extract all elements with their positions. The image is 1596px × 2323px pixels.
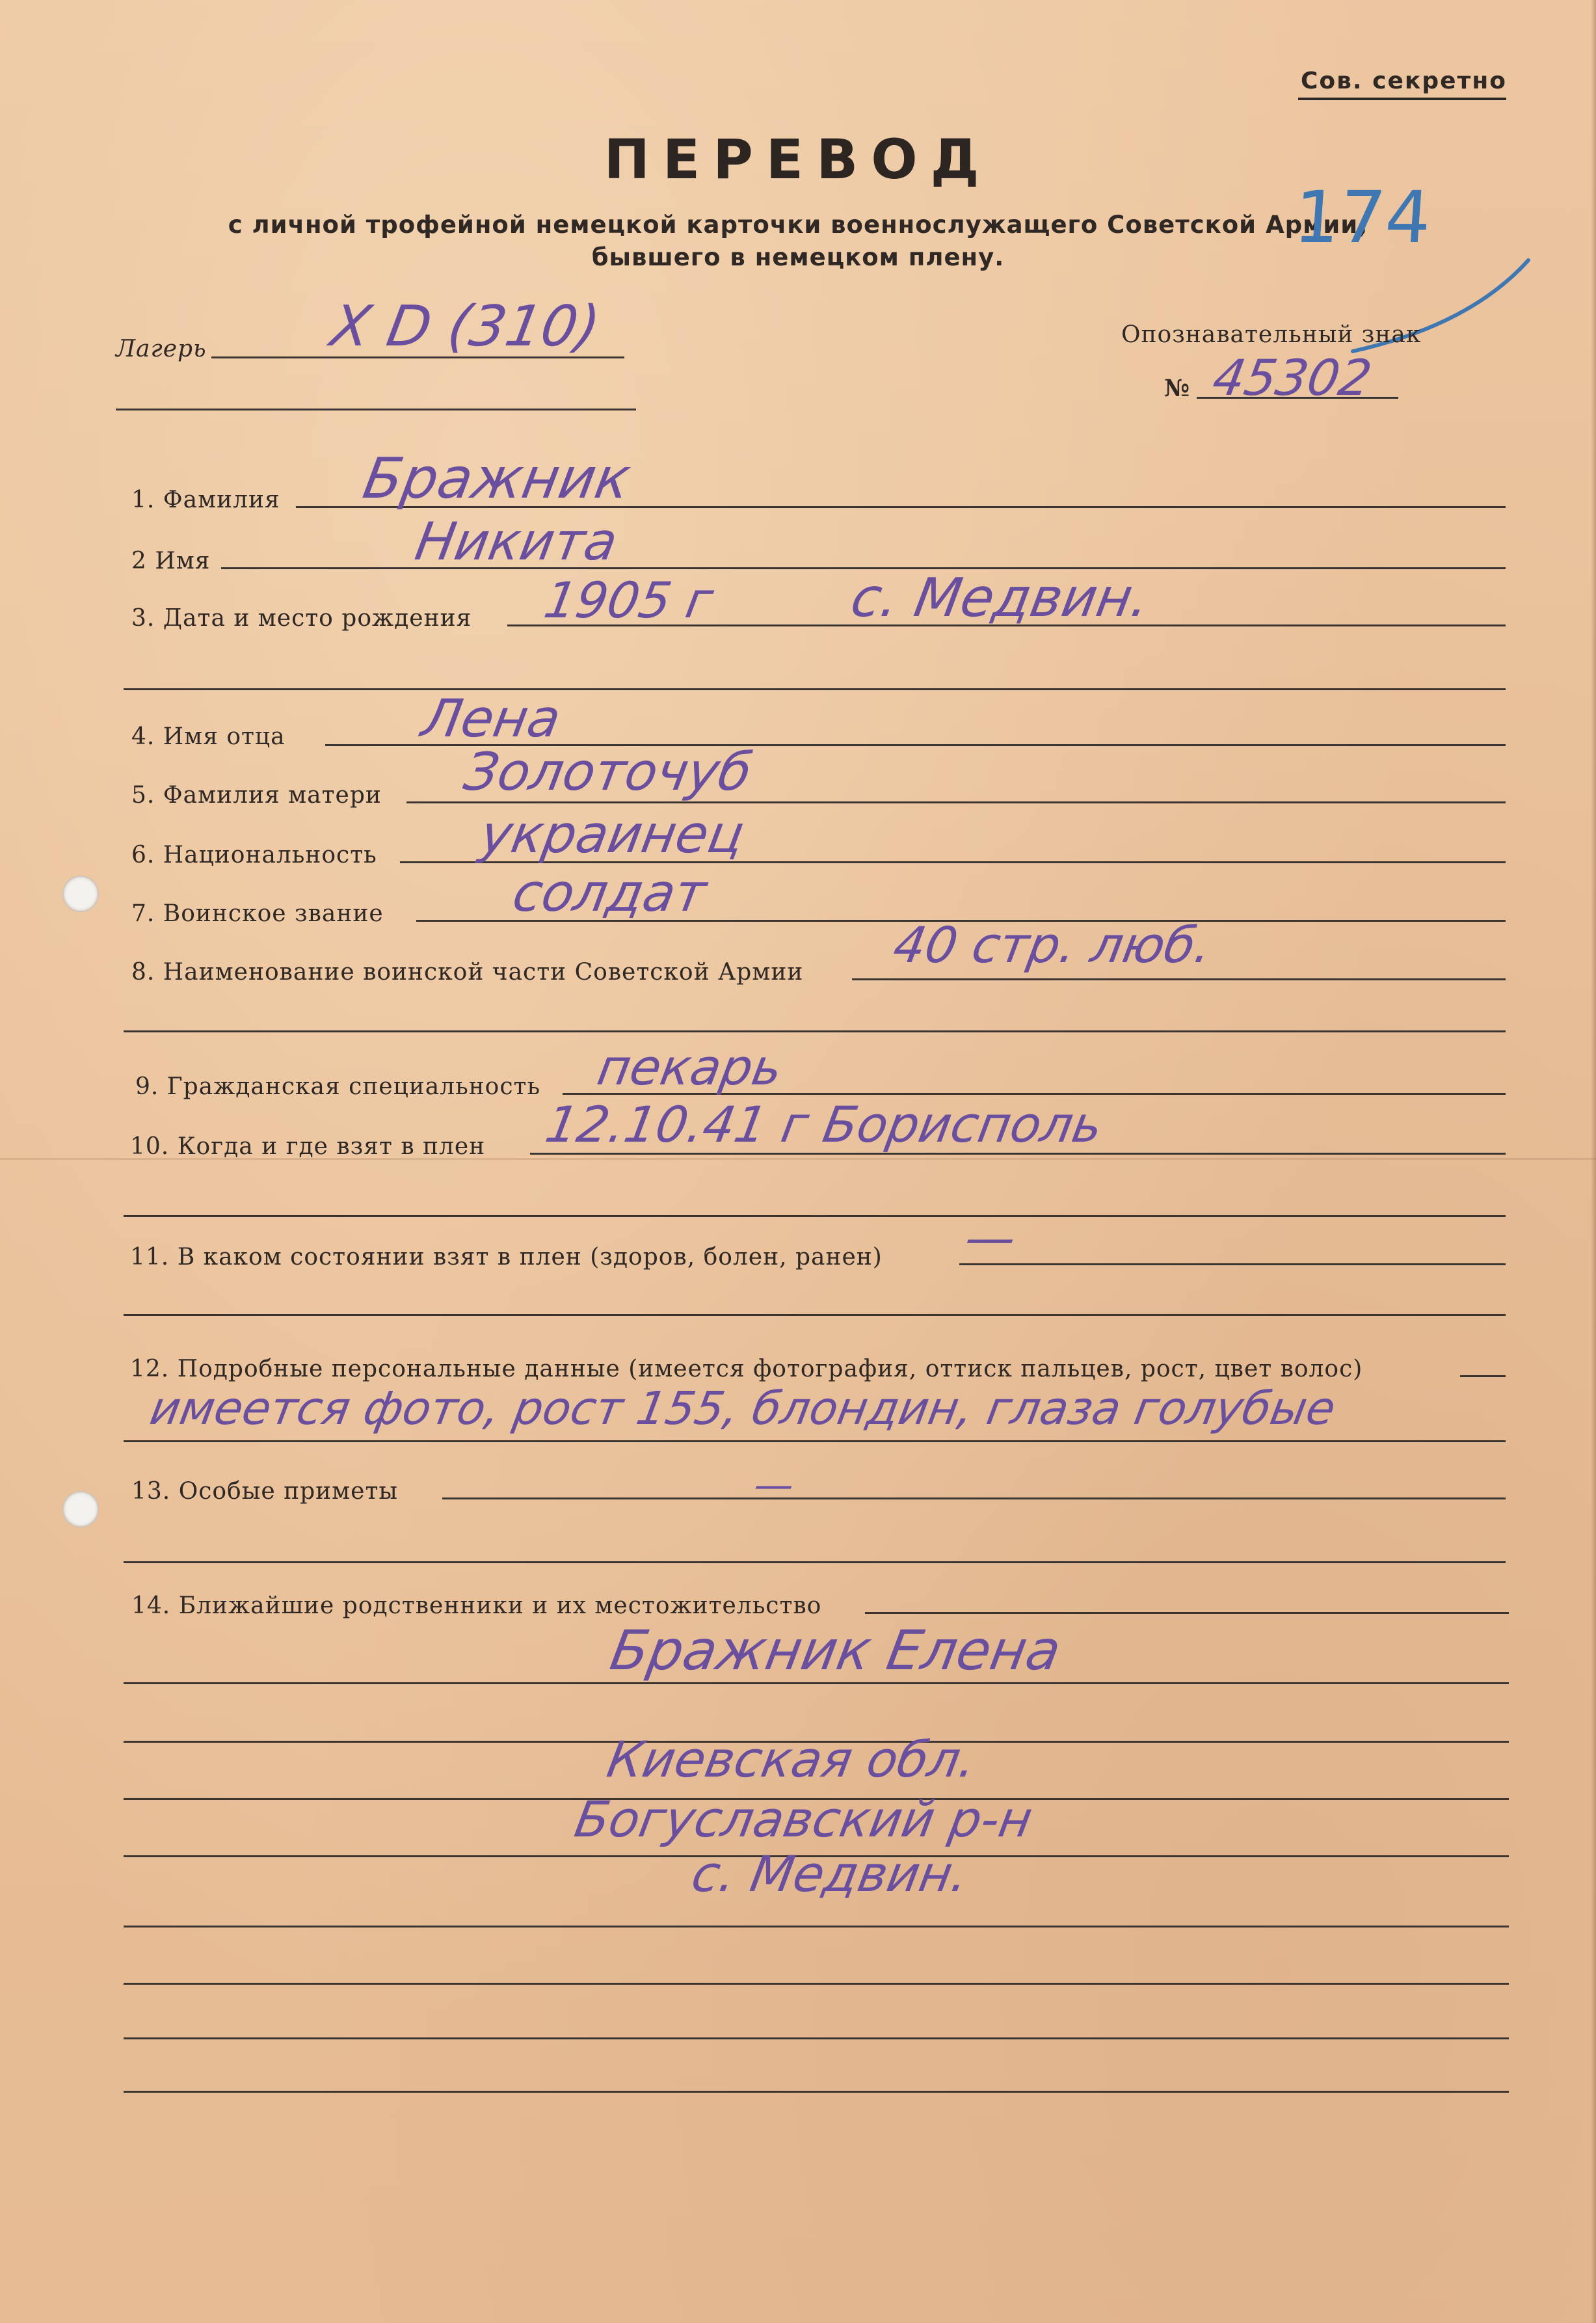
- field-value-address-line-3: с. Медвин.: [687, 1845, 973, 1903]
- field-label-military-unit: 8. Наименование воинской части Советской Армии: [131, 959, 804, 986]
- field-value-father-name: Лена: [417, 688, 565, 749]
- field-label-surname: 1. Фамилия: [131, 487, 280, 513]
- field-label-rank: 7. Воинское звание: [131, 900, 384, 927]
- document-subtitle-line-2: бывшего в немецком плену.: [591, 243, 1005, 271]
- field-label-personal-data: 12. Подробные персональные данные (имеется фотография, оттиск пальцев, рост, цвет волос): [130, 1356, 1363, 1382]
- field-rule: [124, 1926, 1509, 1927]
- field-label-condition: 11. В каком состоянии взят в плен (здоров, болен, ранен): [130, 1244, 883, 1270]
- archive-number: 174: [1291, 176, 1434, 259]
- field-value-first-name: Никита: [410, 511, 622, 572]
- punch-hole: [62, 876, 99, 912]
- field-rule: [124, 2091, 1509, 2093]
- field-value-condition: —: [961, 1209, 1020, 1267]
- field-rule: [124, 1983, 1509, 1985]
- field-value-special-marks: —: [750, 1462, 798, 1508]
- field-value-civil-profession: пекарь: [593, 1038, 787, 1096]
- field-value-mother-surname: Золоточуб: [459, 742, 757, 802]
- field-value-personal-data: имеется фото, рост 155, блондин, глаза голубые: [146, 1382, 1340, 1435]
- field-value-birth-date: 1905 г: [540, 571, 718, 629]
- field-label-father-name: 4. Имя отца: [131, 723, 286, 750]
- field-label-first-name: 2 Имя: [131, 548, 211, 574]
- camp-rule-2: [116, 409, 636, 410]
- field-rule: [1460, 1375, 1506, 1377]
- field-rule: [124, 1561, 1506, 1563]
- tag-number-sign: №: [1164, 375, 1191, 402]
- document-subtitle-line-1: с личной трофейной немецкой карточки военнослужащего Советской Армии,: [228, 211, 1368, 239]
- field-value-relative-name: Бражник Елена: [605, 1618, 1066, 1682]
- classification-underline: [1298, 98, 1506, 100]
- punch-hole: [62, 1491, 99, 1527]
- document-title: ПЕРЕВОД: [604, 128, 992, 191]
- field-label-civil-profession: 9. Гражданская специальность: [135, 1073, 541, 1100]
- field-label-nationality: 6. Национальность: [131, 842, 377, 868]
- field-rule: [124, 688, 1506, 690]
- field-label-captured: 10. Когда и где взят в плен: [130, 1133, 486, 1160]
- field-value-address-line-1: Киевская обл.: [603, 1730, 981, 1788]
- field-rule: [124, 1030, 1506, 1032]
- field-rule: [852, 978, 1506, 980]
- classification-stamp: Сов. секретно: [1301, 68, 1507, 94]
- tag-label: Опознавательный знак: [1121, 321, 1422, 348]
- field-rule: [124, 1314, 1506, 1316]
- field-label-birth: 3. Дата и место рождения: [131, 605, 472, 632]
- field-rule: [124, 1682, 1509, 1684]
- field-value-captured: 12.10.41 г Борисполь: [541, 1095, 1108, 1153]
- field-value-surname: Бражник: [358, 446, 635, 511]
- camp-value: Ⅹ D (310): [326, 294, 605, 359]
- field-value-military-unit: 40 стр. люб.: [889, 916, 1216, 974]
- field-rule: [124, 2037, 1509, 2039]
- field-value-birth-place: с. Медвин.: [846, 567, 1154, 629]
- field-rule: [865, 1612, 1509, 1614]
- field-label-relatives: 14. Ближайшие родственники и их местожительство: [131, 1592, 822, 1619]
- field-rule: [124, 1440, 1506, 1442]
- field-rule: [442, 1497, 1506, 1499]
- field-rule: [959, 1263, 1506, 1265]
- field-value-rank: солдат: [508, 863, 712, 923]
- field-label-mother-surname: 5. Фамилия матери: [131, 782, 382, 809]
- paper-edge: [1591, 0, 1596, 2323]
- field-value-address-line-2: Богуславский р-н: [570, 1790, 1037, 1848]
- field-rule: [124, 1215, 1506, 1217]
- camp-label: Лагерь: [116, 336, 207, 362]
- field-label-special-marks: 13. Особые приметы: [131, 1478, 399, 1505]
- tag-value: 45302: [1208, 349, 1376, 407]
- field-value-nationality: украинец: [475, 804, 749, 865]
